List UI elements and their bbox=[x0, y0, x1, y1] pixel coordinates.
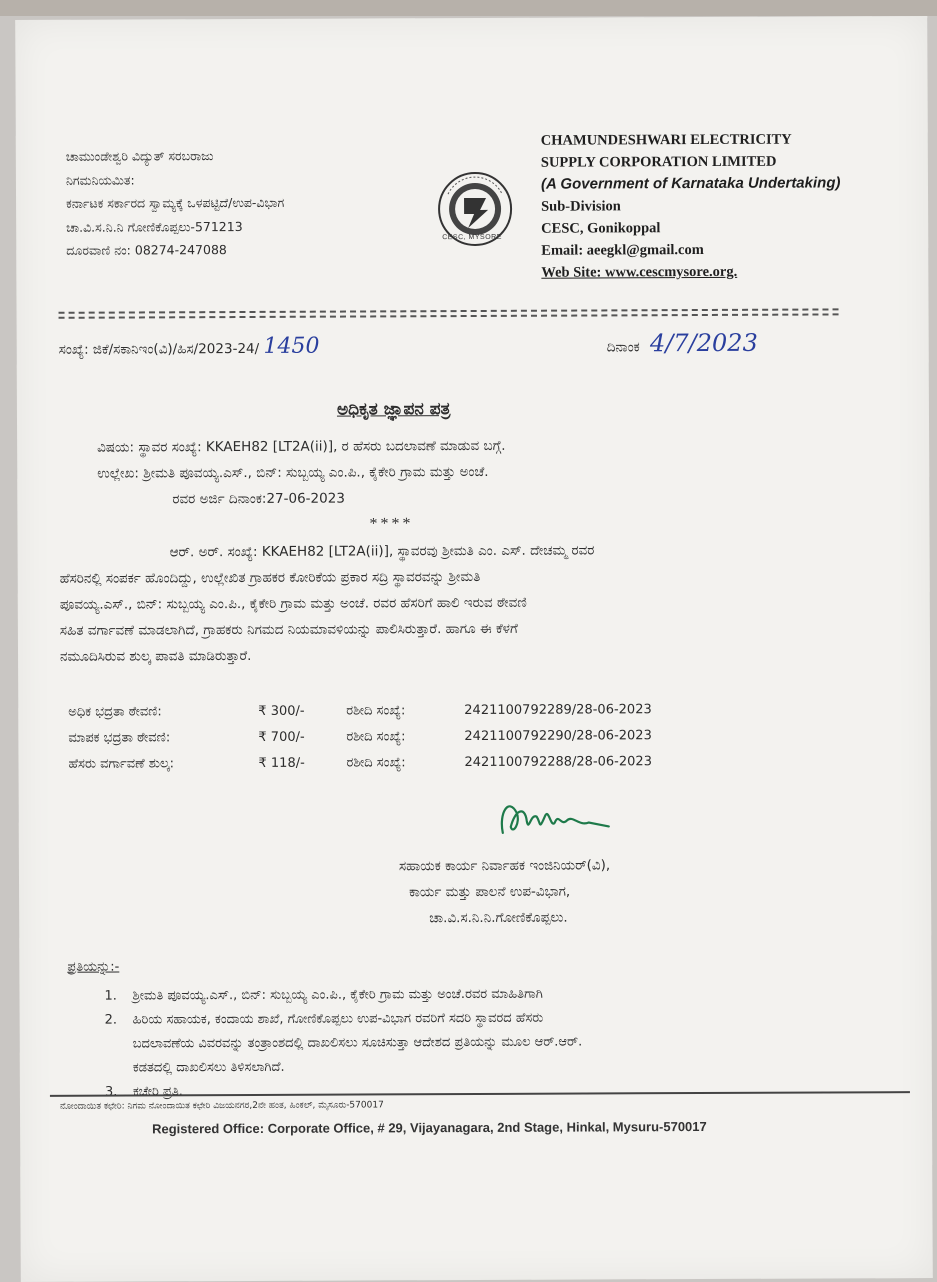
background-strip bbox=[0, 0, 937, 16]
footer-kannada: ನೋಂದಾಯಿತ ಕಛೇರಿ: ನಿಗಮ ನೋಂದಾಯಿತ ಕಛೇರಿ ವಿಜಯನಗರ,2ನೇ ಹಂತ, ಹಿಂಕಲ್, ಮೈಸೂರು-570017 bbox=[59, 1100, 384, 1112]
body-line: ನಮೂದಿಸಿರುವ ಶುಲ್ಕ ಪಾವತಿ ಮಾಡಿರುತ್ತಾರೆ. bbox=[59, 647, 252, 665]
footer-english: Registered Office: Corporate Office, # 29, Vijayanagara, 2nd Stage, Hinkal, Mysuru-570017 bbox=[152, 1118, 707, 1137]
reference-number bbox=[59, 334, 320, 360]
header-english bbox=[541, 128, 841, 283]
logo-caption: CESC, MYSORE bbox=[442, 233, 502, 242]
fee-amount: ₹ 118/- bbox=[258, 755, 305, 771]
fee-label: ಮಾಪಕ ಭದ್ರತಾ ಠೇವಣಿ: bbox=[68, 730, 171, 746]
reference-number-label: ಸಂಖ್ಯೆ: ಜಿಕೆ/ಸಕಾನಿಇಂ(ವಿ)/ಹಿಸ/2023-24/ bbox=[58, 340, 260, 358]
date-label: ದಿನಾಂಕ bbox=[606, 339, 640, 356]
date-handwritten: 4/7/2023 bbox=[649, 328, 758, 358]
copies-heading: ಪ್ರತಿಯನ್ನು:- bbox=[67, 959, 120, 975]
copy-text: ಶ್ರೀಮತಿ ಪೂವಯ್ಯ.ಎಸ್., ಬಿನ್: ಸುಬ್ಬಯ್ಯ ಎಂ.ಪಿ., ಕೈಕೇರಿ ಗ್ರಾಮ ಮತ್ತು ಅಂಚೆ.ರವರ ಮಾಹಿತಿಗಾಗಿ bbox=[132, 986, 543, 1004]
sub-division-label: Sub-Division bbox=[541, 198, 621, 215]
fee-row bbox=[68, 754, 652, 772]
copy-item bbox=[105, 1007, 583, 1081]
reference-line: ಉಲ್ಲೇಖ: ಶ್ರೀಮತಿ ಪೂವಯ್ಯ.ಎಸ್., ಬಿನ್: ಸುಬ್ಬಯ್ಯ ಎಂ.ಪಿ., ಕೈಕೇರಿ ಗ್ರಾಮ ಮತ್ತು ಅಂಚೆ. bbox=[97, 463, 489, 482]
fee-amount: ₹ 300/- bbox=[258, 703, 305, 719]
sub-division-name: CESC, Gonikoppal bbox=[541, 220, 661, 237]
copy-text: ಬದಲಾವಣೆಯ ವಿವರವನ್ನು ತಂತ್ರಾಂಶದಲ್ಲಿ ದಾಖಲಿಸಲು ಸೂಚಿಸುತ್ತಾ ಆದೇಶದ ಪ್ರತಿಯನ್ನು ಮೂಲ ಆರ್.ಆರ್. bbox=[132, 1034, 583, 1052]
copy-number: 3. bbox=[104, 1084, 118, 1100]
document-title: ಅಧಿಕೃತ ಜ್ಞಾಪನ ಪತ್ರ bbox=[336, 399, 451, 420]
fee-amount: ₹ 700/- bbox=[258, 729, 305, 745]
header-kannada-line: ಚಾ.ವಿ.ಸ.ನಿ.ನಿ ಗೋಣಿಕೊಪ್ಪಲು-571213 bbox=[66, 218, 243, 235]
separator-bottom bbox=[59, 313, 839, 318]
document-page bbox=[15, 16, 932, 1282]
cesc-logo bbox=[434, 168, 516, 250]
receipt-number: 2421100792288/28-06-2023 bbox=[464, 754, 652, 771]
copy-text: ಹಿರಿಯ ಸಹಾಯಕ, ಕಂದಾಯ ಶಾಖೆ, ಗೋಣಿಕೊಪ್ಪಲು ಉಪ-ವಿಭಾಗ ರವರಿಗೆ ಸದರಿ ಸ್ಥಾವರದ ಹೆಸರು bbox=[132, 1010, 544, 1028]
signatory-designation: ಸಹಾಯಕ ಕಾರ್ಯ ನಿರ್ವಾಹಕ ಇಂಜಿನಿಯರ್(ವಿ), bbox=[398, 857, 611, 875]
fee-label: ಅಧಿಕ ಭದ್ರತಾ ಠೇವಣಿ: bbox=[68, 704, 162, 720]
receipt-label: ರಶೀದಿ ಸಂಖ್ಯೆ: bbox=[346, 755, 406, 771]
signatory-office: ಚಾ.ವಿ.ಸ.ನಿ.ನಿ.ಗೋಣಿಕೊಪ್ಪಲು. bbox=[429, 909, 568, 927]
subject-line: ವಿಷಯ: ಸ್ಥಾವರ ಸಂಖ್ಯೆ: KKAEH82 [LT2A(ii)], ರ ಹೆಸರು ಬದಲಾವಣೆ ಮಾಡುವ ಬಗ್ಗೆ. bbox=[97, 437, 506, 456]
email-text: Email: aeegkl@gmail.com bbox=[541, 241, 704, 259]
receipt-label: ರಶೀದಿ ಸಂಖ್ಯೆ: bbox=[346, 703, 406, 719]
body-line: ಆರ್. ಅರ್. ಸಂಖ್ಯೆ: KKAEH82 [LT2A(ii)], ಸ್ಥಾವರವು ಶ್ರೀಮತಿ ಎಂ. ಎಸ್. ದೇಚಮ್ಮ ರವರ bbox=[169, 542, 595, 561]
signature bbox=[489, 782, 619, 858]
header-kannada-line: ದೂರವಾಣಿ ನಂ: 08274-247088 bbox=[66, 242, 227, 258]
header-kannada-line: ಕರ್ನಾಟಕ ಸರ್ಕಾರದ ಸ್ವಾಮ್ಯಕ್ಕೆ ಒಳಪಟ್ಟಿದೆ/ಉಪ-ವಿಭಾಗ bbox=[66, 194, 285, 211]
header-kannada-line: ಚಾಮುಂಡೇಶ್ವರಿ ವಿದ್ಯುತ್ ಸರಬರಾಜು bbox=[65, 148, 214, 164]
stars-divider: **** bbox=[369, 515, 414, 533]
fee-row bbox=[68, 728, 652, 746]
body-line: ಹೆಸರಿನಲ್ಲಿ ಸಂಪರ್ಕ ಹೊಂದಿದ್ದು, ಉಲ್ಲೇಖಿತ ಗ್ರಾಹಕರ ಕೋರಿಕೆಯ ಪ್ರಕಾರ ಸದ್ರಿ ಸ್ಥಾವರವನ್ನು ಶ್ರೀಮತಿ bbox=[59, 568, 481, 587]
copy-text: ಕಡತದಲ್ಲಿ ದಾಖಲಿಸಲು ತಿಳಿಸಲಾಗಿದೆ. bbox=[132, 1059, 285, 1076]
signatory-division: ಕಾರ್ಯ ಮತ್ತು ಪಾಲನೆ ಉಪ-ವಿಭಾಗ, bbox=[409, 883, 571, 901]
reference-number-handwritten: 1450 bbox=[263, 333, 320, 359]
copies-list bbox=[104, 983, 582, 1105]
fee-label: ಹೆಸರು ವರ್ಗಾವಣೆ ಶುಲ್ಕ: bbox=[68, 756, 175, 772]
company-name-line1: CHAMUNDESHWARI ELECTRICITY bbox=[540, 131, 792, 149]
reference-date-line: ರವರ ಅರ್ಜಿ ದಿನಾಂಕ:27-06-2023 bbox=[172, 490, 345, 508]
receipt-number: 2421100792289/28-06-2023 bbox=[464, 702, 652, 719]
company-name-line2: SUPPLY CORPORATION LIMITED bbox=[540, 153, 777, 171]
header-kannada-line: ನಿಗಮನಿಯಮಿತ: bbox=[65, 171, 135, 188]
receipt-label: ರಶೀದಿ ಸಂಖ್ಯೆ: bbox=[346, 729, 406, 745]
body-paragraph bbox=[60, 536, 841, 669]
header-kannada bbox=[66, 144, 285, 262]
receipt-number: 2421100792290/28-06-2023 bbox=[464, 728, 652, 745]
company-tagline: (A Government of Karnataka Undertaking) bbox=[540, 174, 841, 193]
copy-item bbox=[104, 983, 582, 1009]
signatory-block bbox=[399, 852, 611, 931]
copy-number: 2. bbox=[104, 1012, 118, 1028]
copy-text: ಕಚೇರಿ ಪ್ರತಿ. bbox=[132, 1084, 183, 1100]
body-line: ಪೂವಯ್ಯ.ಎಸ್., ಬಿನ್: ಸುಬ್ಬಯ್ಯ ಎಂ.ಪಿ., ಕೈಕೇರಿ ಗ್ರಾಮ ಮತ್ತು ಅಂಚೆ. ರವರ ಹೆಸರಿಗೆ ಹಾಲಿ ಇರುವ ಠೇವಣಿ bbox=[59, 594, 527, 613]
reference-date bbox=[607, 329, 758, 358]
body-line: ಸಹಿತ ವರ್ಗಾವಣೆ ಮಾಡಲಾಗಿದೆ, ಗ್ರಾಹಕರು ನಿಗಮದ ನಿಯಮಾವಳಿಯನ್ನು ಪಾಲಿಸಿರುತ್ತಾರೆ. ಹಾಗೂ ಈ ಕೆಳಗೆ bbox=[59, 620, 518, 639]
fee-row bbox=[68, 702, 652, 720]
copy-number: 1. bbox=[104, 988, 117, 1004]
website-text: Web Site: www.cescmysore.org. bbox=[541, 263, 738, 281]
